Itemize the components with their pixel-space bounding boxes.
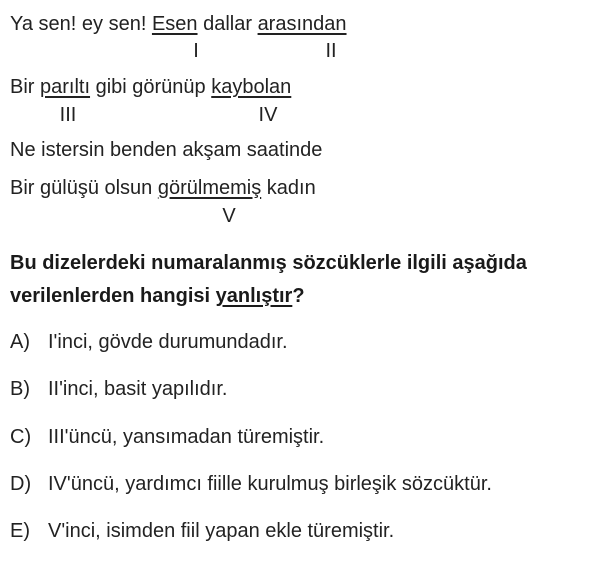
underlined-word-3: parıltı (40, 76, 91, 98)
poem-line-1-text-b: dallar (197, 13, 258, 35)
option-c[interactable] (10, 426, 324, 448)
poem-line-4-text-b: kadın (261, 177, 316, 199)
option-text: IV'üncü, yardımcı fiille kurulmuş birleşik sözcüktür. (48, 473, 492, 495)
question-emphasis: yanlıştır (215, 285, 293, 307)
question-line-1 (10, 249, 527, 277)
question-text-2a: verilenlerden hangisi (10, 285, 216, 307)
numeral-III: III (59, 104, 77, 126)
numeral-row-2 (10, 104, 610, 126)
numeral-V: V (222, 205, 236, 227)
poem-line-1 (10, 13, 347, 35)
option-b[interactable] (10, 378, 227, 400)
underlined-word-4: kaybolan (211, 76, 292, 98)
poem-line-4-text-a: Bir gülüşü olsun (10, 177, 158, 199)
numeral-row-1 (10, 40, 610, 62)
option-text: II'inci, basit yapılıdır. (48, 378, 228, 400)
poem-line-3 (10, 139, 322, 161)
question-text-2b: ? (292, 285, 305, 307)
option-e[interactable] (10, 520, 394, 542)
option-letter: B) (10, 378, 30, 400)
option-letter: D) (10, 473, 32, 495)
numeral-I: I (193, 40, 199, 62)
option-letter: A) (10, 331, 30, 353)
question-line-2 (10, 282, 305, 310)
question-text-1: Bu dizelerdeki numaralanmış sözcüklerle ilgili aşağıda (10, 252, 527, 274)
underlined-word-1: Esen (151, 13, 198, 35)
option-d[interactable] (10, 473, 492, 495)
numeral-IV: IV (258, 104, 278, 126)
underlined-word-5: görülmemiş (157, 177, 262, 199)
poem-line-3-text: Ne istersin benden akşam saatinde (10, 139, 323, 161)
numeral-row-3 (10, 205, 610, 227)
option-text: III'üncü, yansımadan türemiştir. (48, 426, 325, 448)
poem-line-4 (10, 177, 316, 199)
option-a[interactable] (10, 331, 288, 353)
option-text: V'inci, isimden fiil yapan ekle türemiştir. (48, 520, 395, 542)
poem-line-2-text-b: gibi görünüp (90, 76, 212, 98)
option-letter: E) (10, 520, 30, 542)
poem-line-2 (10, 76, 291, 98)
underlined-word-2: arasından (257, 13, 347, 35)
poem-line-2-text-a: Bir (10, 76, 40, 98)
numeral-II: II (325, 40, 337, 62)
option-text: I'inci, gövde durumundadır. (48, 331, 288, 353)
option-letter: C) (10, 426, 32, 448)
poem-line-1-text-a: Ya sen! ey sen! (10, 13, 152, 35)
